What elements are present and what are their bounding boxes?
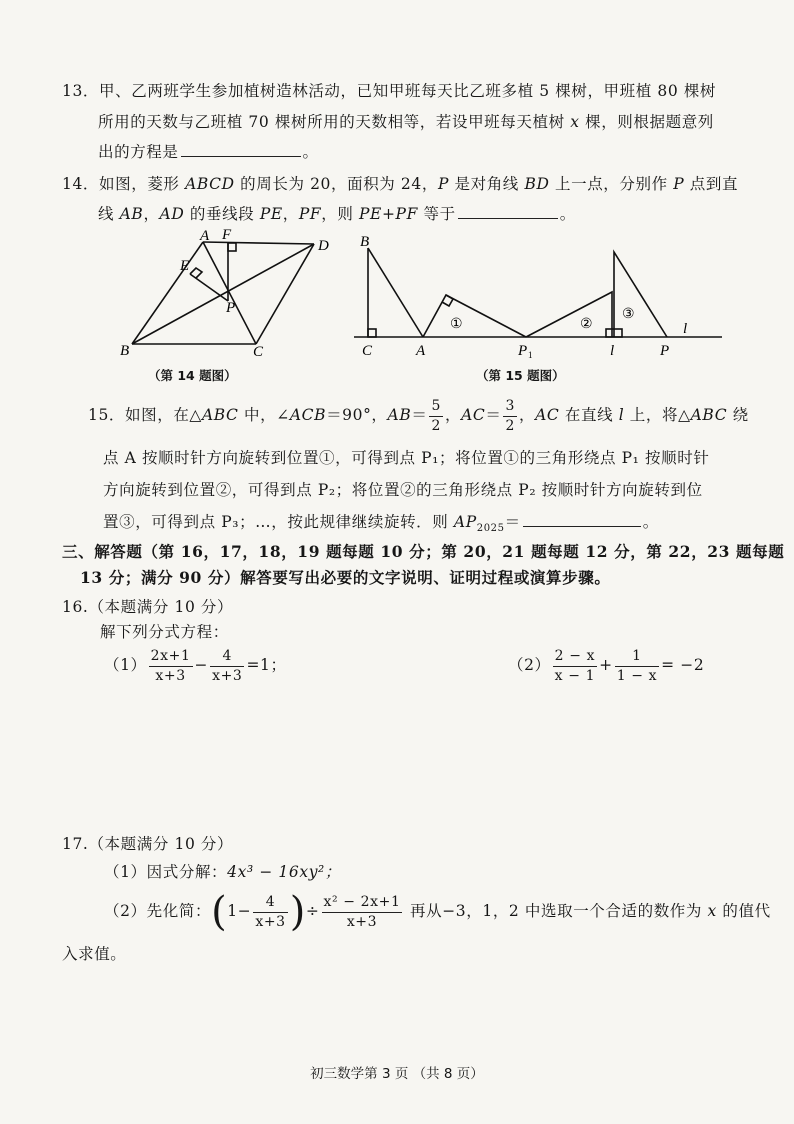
- rhombus-side-ab: [132, 242, 203, 344]
- q16-text: = −2: [661, 656, 705, 674]
- fig15-label-c: C: [362, 343, 373, 359]
- q17-part-label: （2）先化简：: [104, 902, 212, 920]
- q15-text: 绕: [727, 406, 749, 424]
- q15-var: AB: [387, 406, 412, 424]
- fig14-caption: （第 14 题图）: [148, 368, 237, 383]
- q16-frac-num: 4: [210, 647, 244, 667]
- right-angle-e: [190, 268, 202, 278]
- q17-fraction: [253, 893, 287, 932]
- q16-operator: −: [194, 656, 209, 674]
- q14-var: BD: [524, 175, 550, 193]
- q15-text: 置③，可得到点 P₃；…，按此规律继续旋转．则: [103, 513, 454, 531]
- q14-text: ，则: [321, 205, 360, 223]
- q13-text: 所用的天数与乙班植 70 棵树所用的天数相等，若设甲班每天植树: [98, 113, 571, 131]
- q15-text: 。: [642, 513, 659, 531]
- q16-text: =1；: [246, 656, 287, 674]
- fig15-label-p1-sub: 1: [528, 350, 533, 360]
- q14-text: 线: [98, 205, 120, 223]
- q16-fraction: [615, 647, 659, 686]
- q17-left-paren: (: [211, 889, 228, 935]
- q13-answer-blank[interactable]: [181, 155, 301, 157]
- figure-14-rhombus: [110, 222, 350, 362]
- q13-text: 棵，则根据题意列: [579, 113, 714, 131]
- q15-frac-den: 2: [505, 417, 515, 434]
- q16-fraction: [210, 647, 244, 686]
- q15-text: ＝: [504, 513, 521, 531]
- q16-part-1: [104, 644, 287, 686]
- q15-text: ＝: [485, 406, 502, 424]
- q14-var: PE: [259, 205, 283, 223]
- q16-frac-den: x+3: [212, 667, 243, 684]
- fig15-label-b: B: [360, 234, 370, 250]
- figure-15-rotations: [350, 232, 730, 362]
- q15-fraction-ab: [429, 397, 443, 436]
- q16-part-label: （2）: [508, 656, 551, 674]
- q15-var: ABC: [201, 406, 239, 424]
- rhombus-side-ad: [203, 242, 314, 244]
- q15-line-1: [88, 396, 749, 436]
- q15-var: ACB: [289, 406, 327, 424]
- q15-text: ＝: [411, 406, 428, 424]
- q14-answer-blank[interactable]: [458, 217, 558, 219]
- right-angle-f: [228, 243, 236, 251]
- q17-part-1: [104, 860, 341, 882]
- q15-frac-num: 3: [503, 397, 517, 417]
- fig15-caption: （第 15 题图）: [476, 368, 565, 383]
- fig15-position-3-marker: ③: [622, 307, 635, 322]
- q16-intro: 解下列分式方程：: [100, 623, 229, 641]
- q14-var: ABCD: [185, 175, 235, 193]
- q13-line-3: [98, 140, 319, 162]
- q14-var: P: [437, 175, 449, 193]
- q13-var-x: x: [570, 113, 580, 131]
- fig15-label-l-mid: l: [610, 343, 615, 359]
- triangle-position-3: [614, 252, 667, 337]
- q17-text: 1−: [227, 902, 252, 920]
- q17-frac-den: x+3: [346, 913, 378, 930]
- q16-fraction: [553, 647, 597, 686]
- q15-text: 15．如图，在△: [88, 406, 202, 424]
- fig14-label-e: E: [180, 258, 190, 274]
- q15-var: l: [618, 406, 625, 424]
- fig14-label-d: D: [318, 238, 329, 254]
- fig14-label-f: F: [222, 227, 232, 243]
- q14-var: AB: [119, 205, 144, 223]
- q15-line-3: 方向旋转到位置②，可得到点 P₂；将位置②的三角形绕点 P₂ 按顺时针方向旋转到位: [103, 481, 703, 499]
- q13-text: 出的方程是: [98, 143, 179, 161]
- triangle-position-2: [526, 292, 612, 337]
- q15-var: AP: [453, 513, 477, 531]
- q14-var: PE+PF: [359, 205, 418, 223]
- q16-part-2: [508, 644, 704, 686]
- q17-text: 再从−3，1，2 中选取一个合适的数作为: [404, 902, 708, 920]
- q17-operator: ÷: [305, 902, 320, 920]
- q14-text: 。: [559, 205, 576, 223]
- q17-var: x: [707, 902, 717, 920]
- q14-text: ，: [282, 205, 299, 223]
- q16-frac-den: 1 − x: [616, 667, 658, 684]
- q17-part-2-line-2: 入求值。: [62, 945, 127, 963]
- fig14-label-a: A: [200, 228, 210, 244]
- q17-text: 的值代: [716, 902, 771, 920]
- q17-frac-num: 4: [253, 893, 287, 913]
- q15-subscript: 2025: [476, 523, 505, 535]
- q16-frac-num: 2 − x: [553, 647, 597, 667]
- q16-frac-den: x+3: [155, 667, 186, 684]
- q16-frac-num: 1: [615, 647, 659, 667]
- q15-var: ABC: [690, 406, 728, 424]
- q16-part-label: （1）: [104, 656, 147, 674]
- q17-frac-den: x+3: [255, 913, 286, 930]
- section-3-heading-line-2: 13 分；满分 90 分）解答要写出必要的文字说明、证明过程或演算步骤。: [80, 568, 611, 587]
- q13-text: 。: [302, 143, 319, 161]
- q15-var: AC: [535, 406, 560, 424]
- q14-text: 的周长为 20，面积为 24，: [234, 175, 438, 193]
- rhombus-side-dc: [256, 244, 314, 344]
- q14-text: 等于: [417, 205, 456, 223]
- q14-text: 的垂线段: [184, 205, 260, 223]
- q15-text: ＝90°，: [326, 406, 388, 424]
- q14-text: 是对角线: [448, 175, 525, 193]
- q17-expression: 4x³ − 16xy²；: [227, 863, 341, 881]
- section-3-heading-line-1: 三、解答题（第 16，17，18，19 题每题 10 分；第 20，21 题每题 12 分，第 22，23 题每题: [62, 542, 785, 561]
- q15-fraction-ac: [503, 397, 517, 436]
- q16-title: 16.（本题满分 10 分）: [62, 598, 234, 616]
- q17-part-label: （1）因式分解：: [104, 863, 228, 881]
- q17-frac-num: x² − 2x+1: [322, 893, 403, 913]
- q14-text: 14．如图，菱形: [62, 175, 186, 193]
- q14-var: PF: [298, 205, 322, 223]
- fig14-label-p: P: [226, 300, 236, 316]
- q17-fraction: [322, 893, 403, 932]
- fig15-position-2-marker: ②: [580, 317, 593, 332]
- q15-text: 中，∠: [238, 406, 290, 424]
- page-footer: 初三数学第 3 页 （共 8 页）: [310, 1066, 484, 1082]
- q15-var: AC: [461, 406, 486, 424]
- fig15-label-p-end: P: [660, 343, 670, 359]
- fig15-position-1-marker: ①: [450, 317, 463, 332]
- right-angle-c: [368, 329, 376, 337]
- q15-frac-den: 2: [431, 417, 441, 434]
- q14-text: 上一点，分别作: [549, 175, 674, 193]
- q15-text: ，: [444, 406, 462, 424]
- q15-line-4: [103, 510, 659, 534]
- q15-text: 在直线: [559, 406, 619, 424]
- q15-frac-num: 5: [429, 397, 443, 417]
- q14-var: P: [673, 175, 685, 193]
- q14-text: 点到直: [684, 175, 739, 193]
- q16-operator: +: [599, 656, 613, 674]
- q15-text: ，: [518, 406, 536, 424]
- diagonal-bd: [132, 244, 314, 344]
- q14-line-1: [62, 172, 738, 194]
- fig14-label-c: C: [253, 344, 264, 360]
- triangle-position-1: [423, 295, 526, 337]
- q15-line-2: 点 A 按顺时针方向旋转到位置①，可得到点 P₁；将位置①的三角形绕点 P₁ 按顺时针: [103, 449, 710, 467]
- q14-var: AD: [159, 205, 185, 223]
- triangle-side-ba: [368, 248, 423, 337]
- q17-right-paren: ): [289, 889, 306, 935]
- q14-line-2: [98, 202, 576, 224]
- fig14-label-b: B: [120, 343, 130, 359]
- fig15-label-a: A: [416, 343, 426, 359]
- q17-part-2: [104, 889, 771, 935]
- fig15-label-l: l: [683, 321, 688, 337]
- fig15-label-p1: P: [518, 343, 528, 359]
- q15-answer-blank[interactable]: [523, 525, 641, 527]
- q13-line-1: 13．甲、乙两班学生参加植树造林活动，已知甲班每天比乙班多植 5 棵树，甲班植 80 棵树: [62, 82, 717, 100]
- q14-text: ，: [143, 205, 160, 223]
- q16-frac-den: x − 1: [554, 667, 596, 684]
- q17-title: 17.（本题满分 10 分）: [62, 835, 234, 853]
- q16-fraction: [149, 647, 193, 686]
- q13-line-2: [98, 110, 714, 132]
- diagonal-ac: [203, 242, 256, 344]
- q16-frac-num: 2x+1: [149, 647, 193, 667]
- q15-text: 上，将△: [624, 406, 691, 424]
